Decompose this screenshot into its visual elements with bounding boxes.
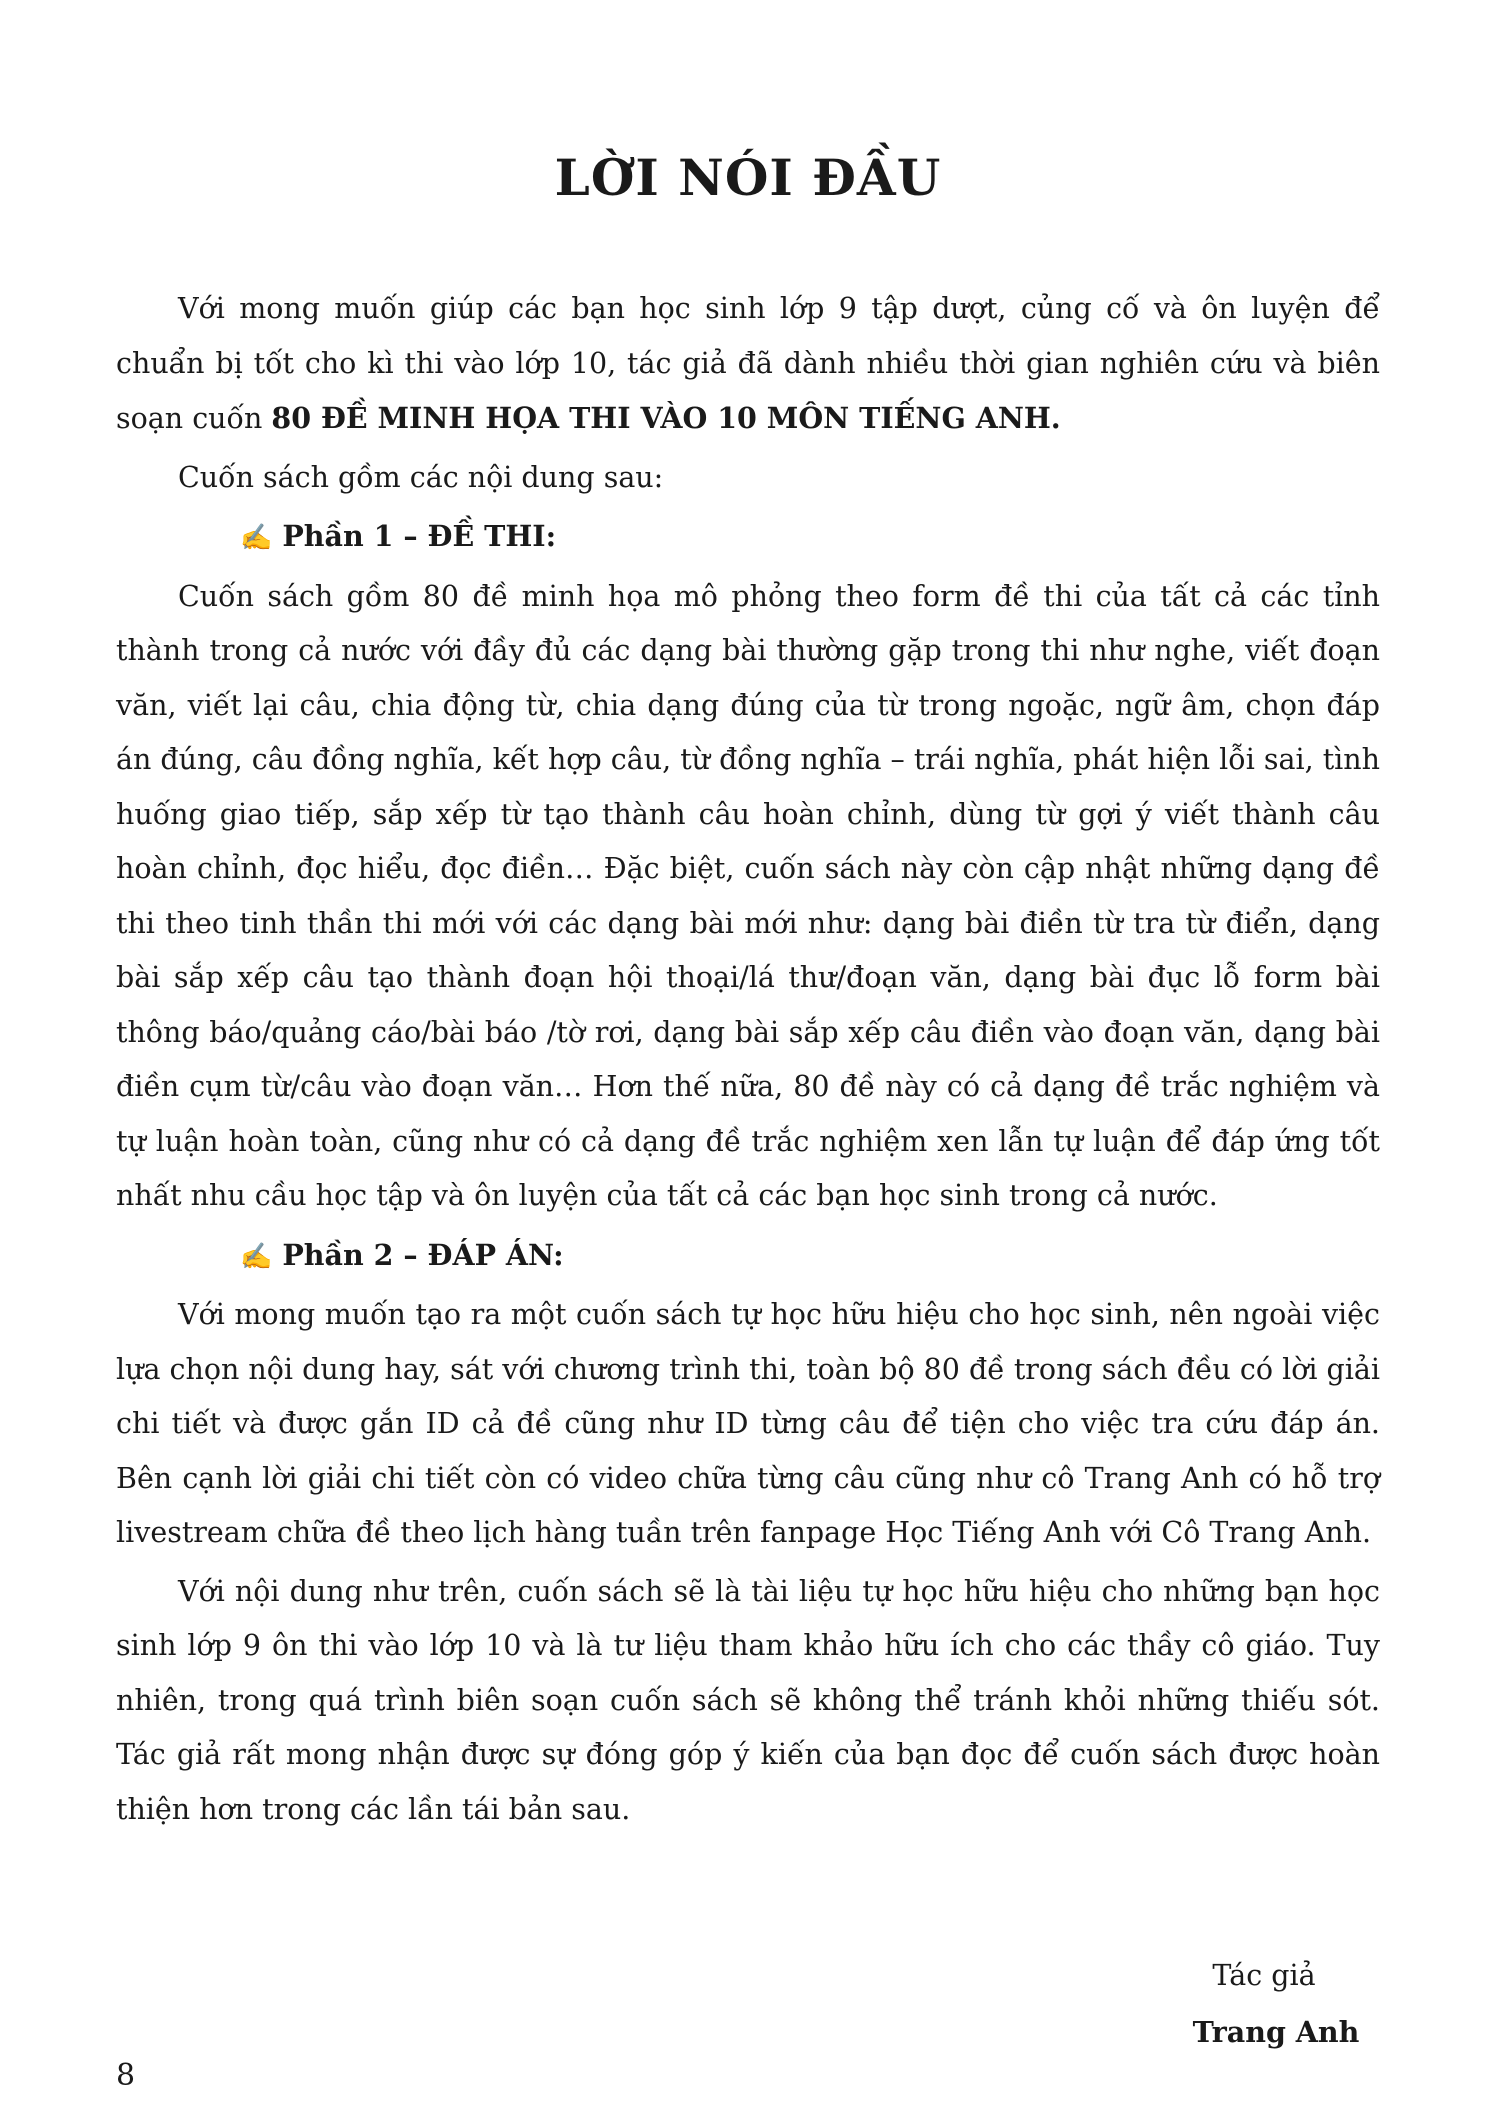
pen-icon: ✍ (240, 523, 273, 553)
section1-heading-text: Phần 1 – ĐỀ THI: (282, 519, 557, 553)
contents-intro: Cuốn sách gồm các nội dung sau: (178, 460, 664, 494)
signature-block (1166, 1948, 1386, 2060)
closing-paragraph: Với nội dung như trên, cuốn sách sẽ là tài liệu tự học hữu hiệu cho những bạn học sinh lớp 9 ôn thi vào lớp 10 và là tư liệu tham khảo hữu ích cho các thầy cô giáo. Tuy nhiên, trong quá trình biên soạn cuốn sách sẽ không thể tránh khỏi những thiếu sót. Tác giả rất mong nhận được sự đóng góp ý kiến của bạn đọc để cuốn sách được hoàn thiện hơn trong các lần tái bản sau. (116, 1574, 1380, 1826)
section2-heading-text: Phần 2 – ĐÁP ÁN: (282, 1237, 564, 1272)
signature-name: Trang Anh (1192, 2015, 1360, 2049)
intro-text: Với mong muốn giúp các bạn học sinh lớp 9 tập dượt, củng cố và ôn luyện để chuẩn bị tốt cho kì thi vào lớp 10, tác giả đã dành nhiều thời gian nghiên cứu và biên soạn cuốn (116, 292, 1380, 435)
document-page (116, 0, 1380, 2126)
section2-paragraph: Với mong muốn tạo ra một cuốn sách tự học hữu hiệu cho học sinh, nên ngoài việc lựa chọn nội dung hay, sát với chương trình thi, toàn bộ 80 đề trong sách đều có lời giải chi tiết và được gắn ID cả đề cũng như ID từng câu để tiện cho việc tra cứu đáp án. Bên cạnh lời giải chi tiết còn có video chữa từng câu cũng như cô Trang Anh có hỗ trợ livestream chữa đề theo lịch hàng tuần trên fanpage Học Tiếng Anh với Cô Trang Anh. (116, 1298, 1381, 1549)
section1-paragraph: Cuốn sách gồm 80 đề minh họa mô phỏng theo form đề thi của tất cả các tỉnh thành trong cả nước với đầy đủ các dạng bài thường gặp trong thi như nghe, viết đoạn văn, viết lại câu, chia động từ, chia dạng đúng của từ trong ngoặc, ngữ âm, chọn đáp án đúng, câu đồng nghĩa, kết hợp câu, từ đồng nghĩa – trái nghĩa, phát hiện lỗi sai, tình huống giao tiếp, sắp xếp từ tạo thành câu hoàn chỉnh, dùng từ gợi ý viết thành câu hoàn chỉnh, đọc hiểu, đọc điền… Đặc biệt, cuốn sách này còn cập nhật những dạng đề thi theo tinh thần thi mới với các dạng bài mới như: dạng bài điền từ tra từ điển, dạng bài sắp xếp câu tạo thành đoạn hội thoại/lá thư/đoạn văn, dạng bài đục lỗ form bài thông báo/quảng cáo/bài báo /tờ rơi, dạng bài sắp xếp câu điền vào đoạn văn, dạng bài điền cụm từ/câu vào đoạn văn… Hơn thế nữa, 80 đề này có cả dạng đề trắc nghiệm và tự luận hoàn toàn, cũng như có cả dạng đề trắc nghiệm xen lẫn tự luận để đáp ứng tốt nhất nhu cầu học tập và ôn luyện của tất cả các bạn học sinh trong cả nước. (116, 579, 1380, 1212)
section2-heading (116, 1228, 1380, 1285)
pen-icon: ✍ (240, 1241, 273, 1272)
intro-paragraph (116, 282, 1380, 447)
section1-heading (116, 509, 1380, 566)
signature-role: Tác giả (1212, 1959, 1316, 1992)
page-title: LỜI NÓI ĐẦU (554, 148, 942, 207)
book-title: 80 ĐỀ MINH HỌA THI VÀO 10 MÔN TIẾNG ANH. (271, 401, 1061, 435)
page-number: 8 (116, 2058, 136, 2093)
preface-body (116, 282, 1380, 1841)
